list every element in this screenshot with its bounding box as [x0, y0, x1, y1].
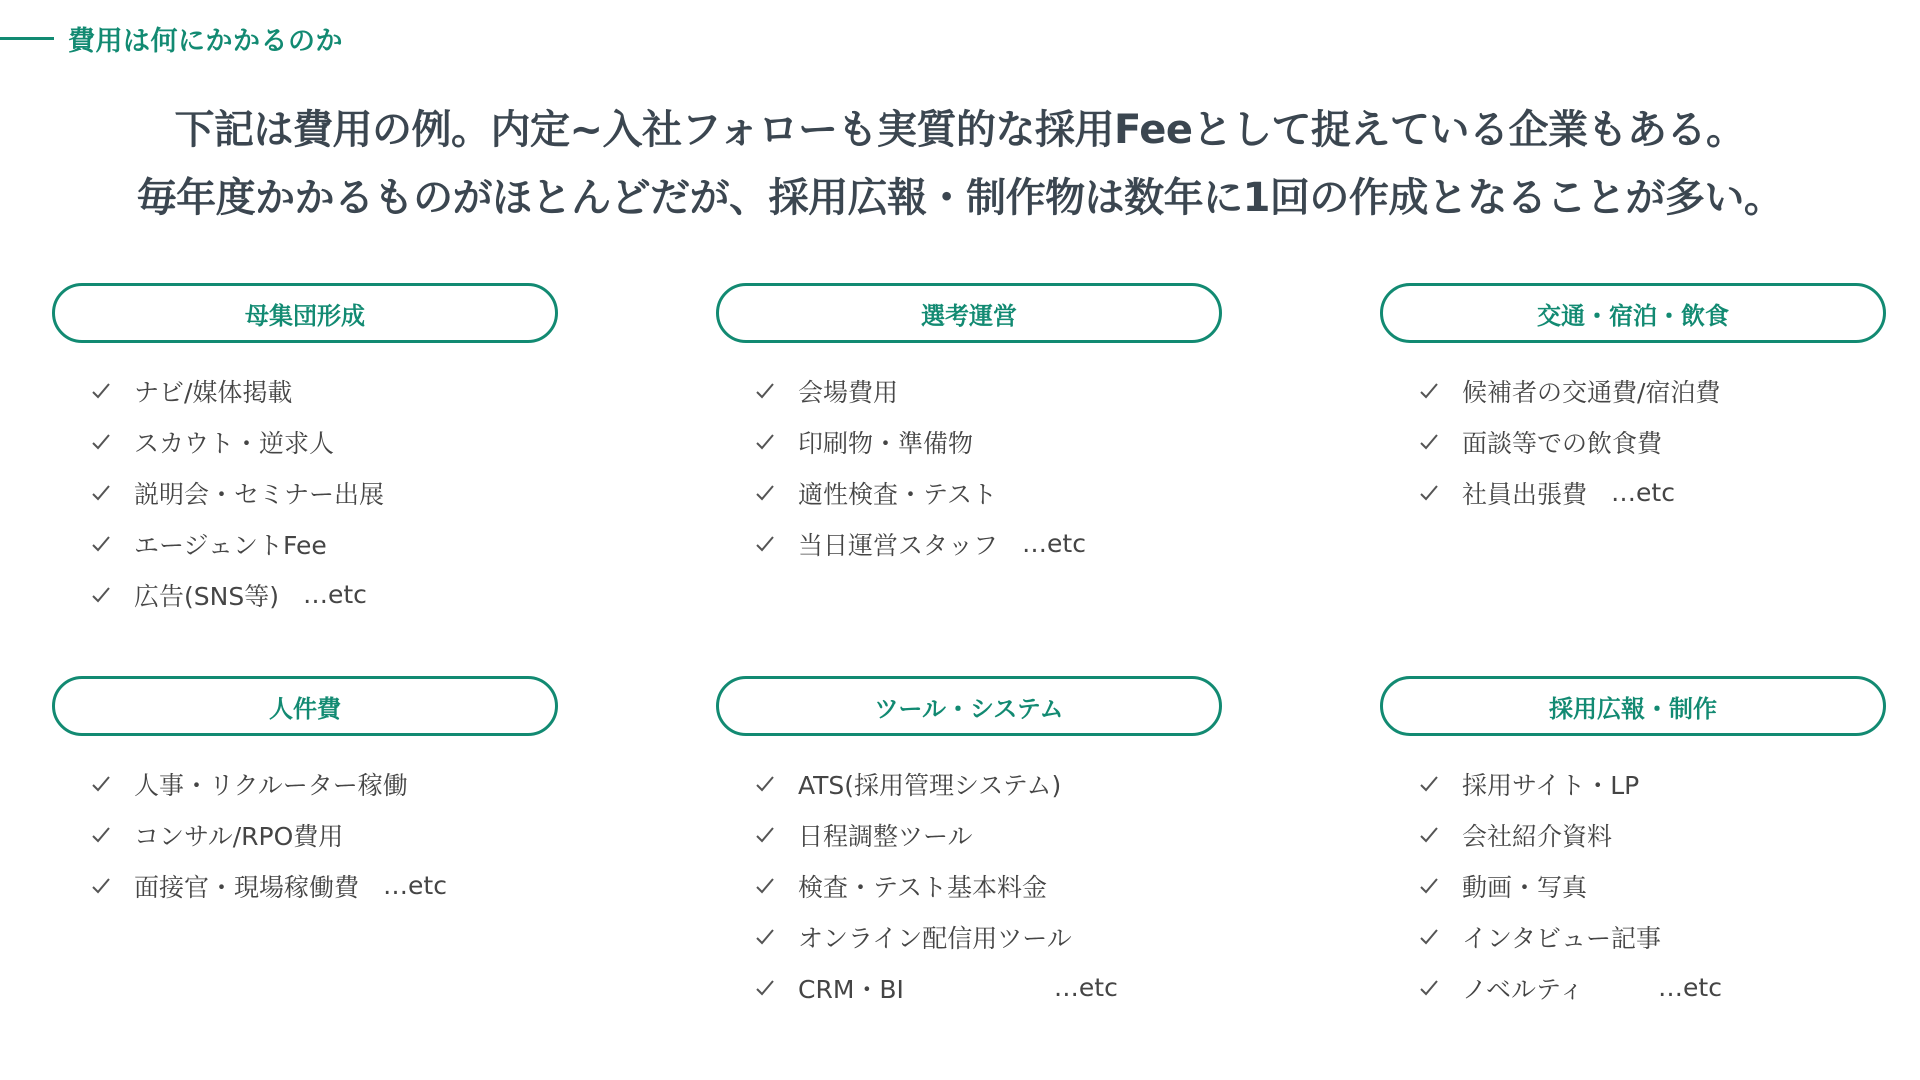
cost-item-label: 動画・写真 [1462, 872, 1588, 902]
cost-item-label: 説明会・セミナー出展 [134, 479, 385, 509]
cost-item-label: 人事・リクルーター稼働 [134, 770, 408, 800]
cost-card-population [52, 283, 558, 620]
section-accent-line [0, 37, 54, 40]
cost-item-list [1380, 758, 1886, 1013]
card-title-pill: 交通・宿泊・飲食 [1380, 283, 1886, 343]
cost-item-label: コンサル/RPO費用 [134, 821, 344, 851]
cost-item [716, 962, 1222, 1013]
cost-item-list [1380, 365, 1886, 518]
cost-item-label: 面談等での飲食費 [1462, 428, 1663, 458]
check-icon [752, 877, 778, 895]
cost-card-personnel [52, 676, 558, 911]
cost-item [52, 518, 558, 569]
cost-item-list [52, 365, 558, 620]
etc-label: …etc [302, 580, 367, 609]
cost-item-label: エージェントFee [134, 530, 327, 560]
cost-item [52, 569, 558, 620]
cost-item [1380, 860, 1886, 911]
check-icon [752, 433, 778, 451]
cost-item [716, 758, 1222, 809]
etc-label: …etc [1611, 478, 1675, 507]
cost-item-list [716, 365, 1222, 569]
cost-item-label: 当日運営スタッフ [798, 530, 999, 560]
cost-item [716, 860, 1222, 911]
etc-label: …etc [1053, 973, 1118, 1002]
check-icon [88, 535, 114, 553]
cost-item [1380, 758, 1886, 809]
cost-item-label: スカウト・逆求人 [134, 428, 335, 458]
check-icon [1416, 433, 1442, 451]
check-icon [1416, 775, 1442, 793]
check-icon [1416, 877, 1442, 895]
check-icon [88, 433, 114, 451]
cost-card-tools [716, 676, 1222, 1013]
section-header [0, 18, 343, 58]
check-icon [752, 775, 778, 793]
check-icon [1416, 484, 1442, 502]
cost-item [1380, 962, 1886, 1013]
cost-item-label: 候補者の交通費/宿泊費 [1462, 377, 1721, 407]
cost-item [52, 758, 558, 809]
cost-item-label: 面接官・現場稼働費 [134, 872, 360, 902]
cost-item [1380, 365, 1886, 416]
cost-card-branding [1380, 676, 1886, 1013]
cost-item [52, 467, 558, 518]
check-icon [88, 382, 114, 400]
cost-item-label: 採用サイト・LP [1462, 770, 1640, 800]
cost-item [1380, 416, 1886, 467]
cost-item-label: CRM・BI [798, 974, 904, 1004]
check-icon [752, 382, 778, 400]
cost-item [716, 416, 1222, 467]
cost-item-label: 日程調整ツール [798, 821, 973, 851]
cost-item [52, 809, 558, 860]
etc-label: …etc [1022, 529, 1086, 558]
cost-item-label: 印刷物・準備物 [798, 428, 974, 458]
cost-item-label: 検査・テスト基本料金 [798, 872, 1048, 902]
etc-label: …etc [383, 871, 447, 900]
check-icon [1416, 826, 1442, 844]
cost-card-travel [1380, 283, 1886, 518]
cost-item-label: 会社紹介資料 [1462, 821, 1613, 851]
cost-item [716, 467, 1222, 518]
check-icon [88, 586, 114, 604]
card-title-pill: 選考運営 [716, 283, 1222, 343]
check-icon [752, 979, 778, 997]
cost-item-label: ノベルティ [1462, 974, 1585, 1004]
check-icon [752, 928, 778, 946]
card-title-pill: 母集団形成 [52, 283, 558, 343]
cost-item-list [52, 758, 558, 911]
cost-item-label: ATS(採用管理システム) [798, 770, 1062, 800]
cost-item-list [716, 758, 1222, 1013]
card-title-pill: 採用広報・制作 [1380, 676, 1886, 736]
check-icon [88, 484, 114, 502]
check-icon [752, 484, 778, 502]
check-icon [752, 826, 778, 844]
cost-item-label: 広告(SNS等) [134, 581, 279, 611]
cost-card-selection [716, 283, 1222, 569]
cost-item [716, 911, 1222, 962]
cost-item [52, 365, 558, 416]
cost-item [52, 860, 558, 911]
check-icon [752, 535, 778, 553]
headline-line-1: 下記は費用の例。内定~入社フォローも実質的な採用Feeとして捉えている企業もある。 [174, 107, 1746, 153]
cost-item-label: 適性検査・テスト [798, 479, 998, 509]
card-title-pill: ツール・システム [716, 676, 1222, 736]
check-icon [88, 775, 114, 793]
cost-item [716, 809, 1222, 860]
cost-item [716, 518, 1222, 569]
section-title: 費用は何にかかるのか [68, 25, 343, 57]
cost-item-label: ナビ/媒体掲載 [134, 377, 293, 407]
headline-line-2: 毎年度かかるものがほとんどだが、採用広報・制作物は数年に1回の作成となることが多い。 [136, 175, 1784, 221]
check-icon [1416, 382, 1442, 400]
cost-item-label: 社員出張費 [1462, 479, 1588, 509]
cost-item-label: インタビュー記事 [1462, 923, 1662, 953]
cost-item [1380, 911, 1886, 962]
cost-item-label: 会場費用 [798, 377, 899, 407]
cost-item [716, 365, 1222, 416]
etc-label: …etc [1658, 973, 1722, 1002]
check-icon [88, 877, 114, 895]
cost-item-label: オンライン配信用ツール [798, 923, 1072, 953]
cost-item [1380, 809, 1886, 860]
cost-item [1380, 467, 1886, 518]
card-title-pill: 人件費 [52, 676, 558, 736]
cost-item [52, 416, 558, 467]
check-icon [1416, 928, 1442, 946]
check-icon [1416, 979, 1442, 997]
check-icon [88, 826, 114, 844]
